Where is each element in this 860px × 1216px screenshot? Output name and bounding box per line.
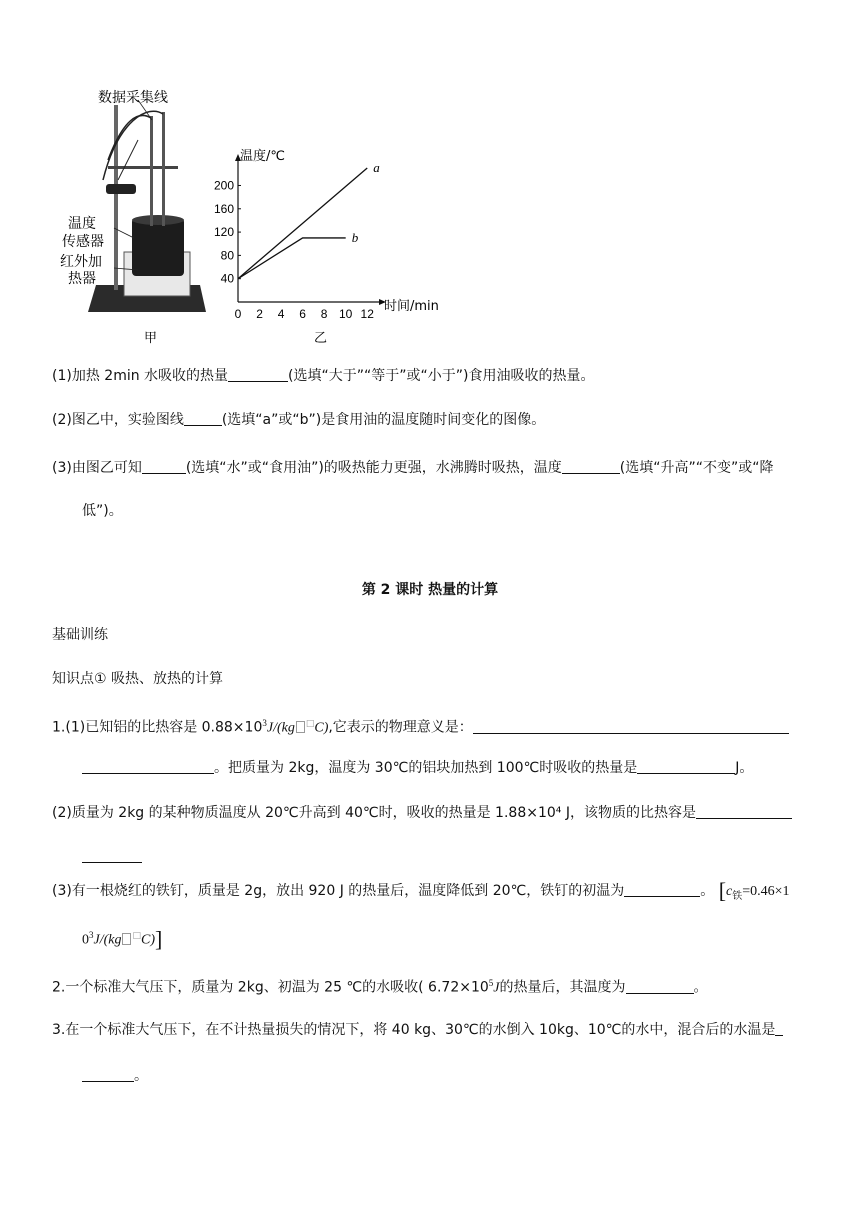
exercise-1-3-continued: $0^3J/(kg$ □C)] bbox=[82, 926, 163, 952]
question-1-text-a: (1)加热 2min 水吸收的热量 bbox=[52, 368, 229, 384]
answer-blank-e3-cont[interactable] bbox=[82, 1067, 134, 1082]
exercise-1-1-unit-b: C) bbox=[314, 720, 329, 736]
temperature-time-chart bbox=[214, 148, 439, 321]
y-axis-label: 温度/℃ bbox=[240, 149, 285, 164]
answer-blank-e2[interactable] bbox=[626, 979, 694, 994]
y-tick-label: 200 bbox=[213, 178, 234, 193]
exercise-3-continued bbox=[82, 1066, 148, 1086]
heating-apparatus-illustration bbox=[88, 100, 206, 312]
exercise-1-1-text-b: ,它表示的物理意义是： bbox=[328, 719, 473, 736]
answer-blank-e1-1-meaning[interactable] bbox=[473, 719, 789, 734]
missing-glyph-box bbox=[296, 721, 305, 733]
exercise-1-3b-digit: 0 bbox=[82, 932, 89, 948]
answer-blank-q3-b[interactable] bbox=[562, 459, 620, 474]
series-label-b: b bbox=[351, 229, 359, 245]
exercise-1-1: 1.(1)已知铝的比热容是 $0.88\times 10^3J/(kg$ □C),它表示的物理意义是： bbox=[52, 713, 789, 739]
caption-jia: 甲 bbox=[144, 331, 158, 346]
series-line-b bbox=[238, 238, 346, 279]
question-3-text-b: (选填“水”或“食用油”)的吸热能力更强，水沸腾时吸热，温度 bbox=[185, 460, 562, 476]
y-tick-label: 160 bbox=[213, 201, 234, 216]
exercise-2-text-b: 的热量后，其温度为 bbox=[499, 979, 626, 996]
x-tick-label: 2 bbox=[256, 307, 263, 321]
exercise-2-text-a: 2.一个标准大气压下，质量为 2kg、初温为 25 ℃的水吸收( 6.72×10 bbox=[52, 979, 489, 996]
x-tick-label: 10 bbox=[339, 307, 353, 321]
series-line-a bbox=[238, 168, 367, 279]
question-3-continued: 低”)。 bbox=[82, 503, 123, 519]
exercise-2-unit: J bbox=[493, 980, 500, 996]
question-2 bbox=[52, 410, 545, 430]
exercise-1-3b-exponent: 3 bbox=[89, 930, 94, 940]
question-3-text-a: (3)由图乙可知 bbox=[52, 460, 142, 476]
exercise-1-1-text-a: 1.(1)已知铝的比热容是 0.88×10 bbox=[52, 719, 263, 736]
exercise-1-1b-unit: J。 bbox=[735, 760, 754, 776]
x-tick-label: 0 bbox=[234, 307, 242, 321]
exercise-1-3-text: (3)有一根烧红的铁钉，质量是 2g，放出 920 J 的热量后，温度降低到 20℃，铁钉的初温为 bbox=[52, 883, 625, 899]
y-tick-label: 40 bbox=[220, 271, 234, 286]
answer-blank-e1-2[interactable] bbox=[696, 804, 792, 819]
series-label-a: a bbox=[373, 160, 380, 175]
question-1 bbox=[52, 366, 595, 386]
answer-blank-e1-1-heat[interactable] bbox=[637, 759, 735, 774]
answer-blank-e1-3[interactable] bbox=[624, 882, 700, 897]
y-tick-label: 80 bbox=[220, 248, 234, 263]
x-tick-label: 4 bbox=[277, 307, 285, 321]
bracket-close: ] bbox=[155, 926, 163, 952]
section-subtitle: 基础训练 bbox=[52, 627, 108, 643]
x-axis-label: 时间/min bbox=[384, 299, 439, 314]
label-temperature-sensor-2: 传感器 bbox=[62, 234, 104, 250]
exercise-3-period: 。 bbox=[134, 1068, 148, 1084]
question-2-text-b: (选填“a”或“b”)是食用油的温度随时间变化的图像。 bbox=[221, 412, 546, 428]
exercise-1-3b-unit-a: J/(kg bbox=[93, 932, 122, 948]
section-title: 第 2 课时 热量的计算 bbox=[361, 582, 499, 598]
answer-blank-q2[interactable] bbox=[184, 411, 222, 426]
exercise-3 bbox=[52, 1020, 783, 1040]
exercise-2 bbox=[52, 973, 708, 999]
exercise-1-3-c-symbol: c bbox=[726, 884, 733, 899]
question-1-text-b: (选填“大于”“等于”或“小于”)食用油吸收的热量。 bbox=[288, 368, 595, 384]
exercise-1-1-continued bbox=[82, 758, 753, 778]
exercise-1-3-period: 。 bbox=[700, 883, 715, 899]
question-2-text-a: (2)图乙中，实验图线 bbox=[52, 412, 184, 428]
answer-blank-e1-2-cont[interactable] bbox=[82, 848, 142, 863]
label-infrared-heater-1: 红外加 bbox=[60, 254, 102, 270]
exercise-1-2-text: (2)质量为 2kg 的某种物质温度从 20℃升高到 40℃时，吸收的热量是 1.88×10⁴ J，该物质的比热容是 bbox=[52, 805, 696, 821]
exercise-1-1b-text: 。把质量为 2kg，温度为 30℃的铝块加热到 100℃时吸收的热量是 bbox=[214, 760, 638, 776]
y-tick-label: 120 bbox=[213, 225, 234, 240]
exercise-1-1-exponent: 3 bbox=[262, 718, 267, 728]
answer-blank-e1-1-meaning-cont[interactable] bbox=[82, 759, 214, 774]
exercise-1-2-continued bbox=[82, 847, 142, 867]
caption-yi: 乙 bbox=[314, 331, 328, 346]
label-infrared-heater-2: 热器 bbox=[68, 271, 96, 287]
exercise-1-1-unit-a: J/(kg bbox=[266, 720, 295, 736]
x-tick-label: 12 bbox=[360, 307, 374, 321]
exercise-1-3-iron-sub: 铁 bbox=[732, 890, 743, 902]
answer-blank-e3[interactable] bbox=[775, 1021, 783, 1036]
exercise-1-3-iron-value: =0.46×1 bbox=[742, 884, 790, 899]
experiment-figure bbox=[60, 80, 458, 350]
x-tick-label: 6 bbox=[299, 307, 306, 321]
question-3 bbox=[52, 458, 774, 478]
exercise-1-3b-unit-b: C) bbox=[141, 932, 155, 948]
missing-glyph-box-2 bbox=[122, 933, 131, 945]
label-data-cable: 数据采集线 bbox=[98, 90, 168, 106]
exercise-3-text: 3.在一个标准大气压下，在不计热量损失的情况下，将 40 kg、30℃的水倒入 10kg、10℃的水中，混合后的水温是 bbox=[52, 1022, 776, 1038]
exercise-1-2 bbox=[52, 803, 792, 823]
exercise-2-period: 。 bbox=[693, 979, 708, 996]
exercise-1-3 bbox=[52, 878, 790, 907]
exercise-2-exponent: 5 bbox=[488, 978, 494, 988]
label-temperature-sensor-1: 温度 bbox=[68, 216, 96, 232]
x-tick-label: 8 bbox=[320, 307, 328, 321]
answer-blank-q1[interactable] bbox=[228, 367, 288, 382]
bracket-open: [ bbox=[718, 878, 727, 903]
knowledge-point: 知识点① 吸热、放热的计算 bbox=[52, 671, 224, 687]
question-3-text-c: (选填“升高”“不变”或“降 bbox=[619, 460, 774, 476]
answer-blank-q3-a[interactable] bbox=[142, 459, 186, 474]
